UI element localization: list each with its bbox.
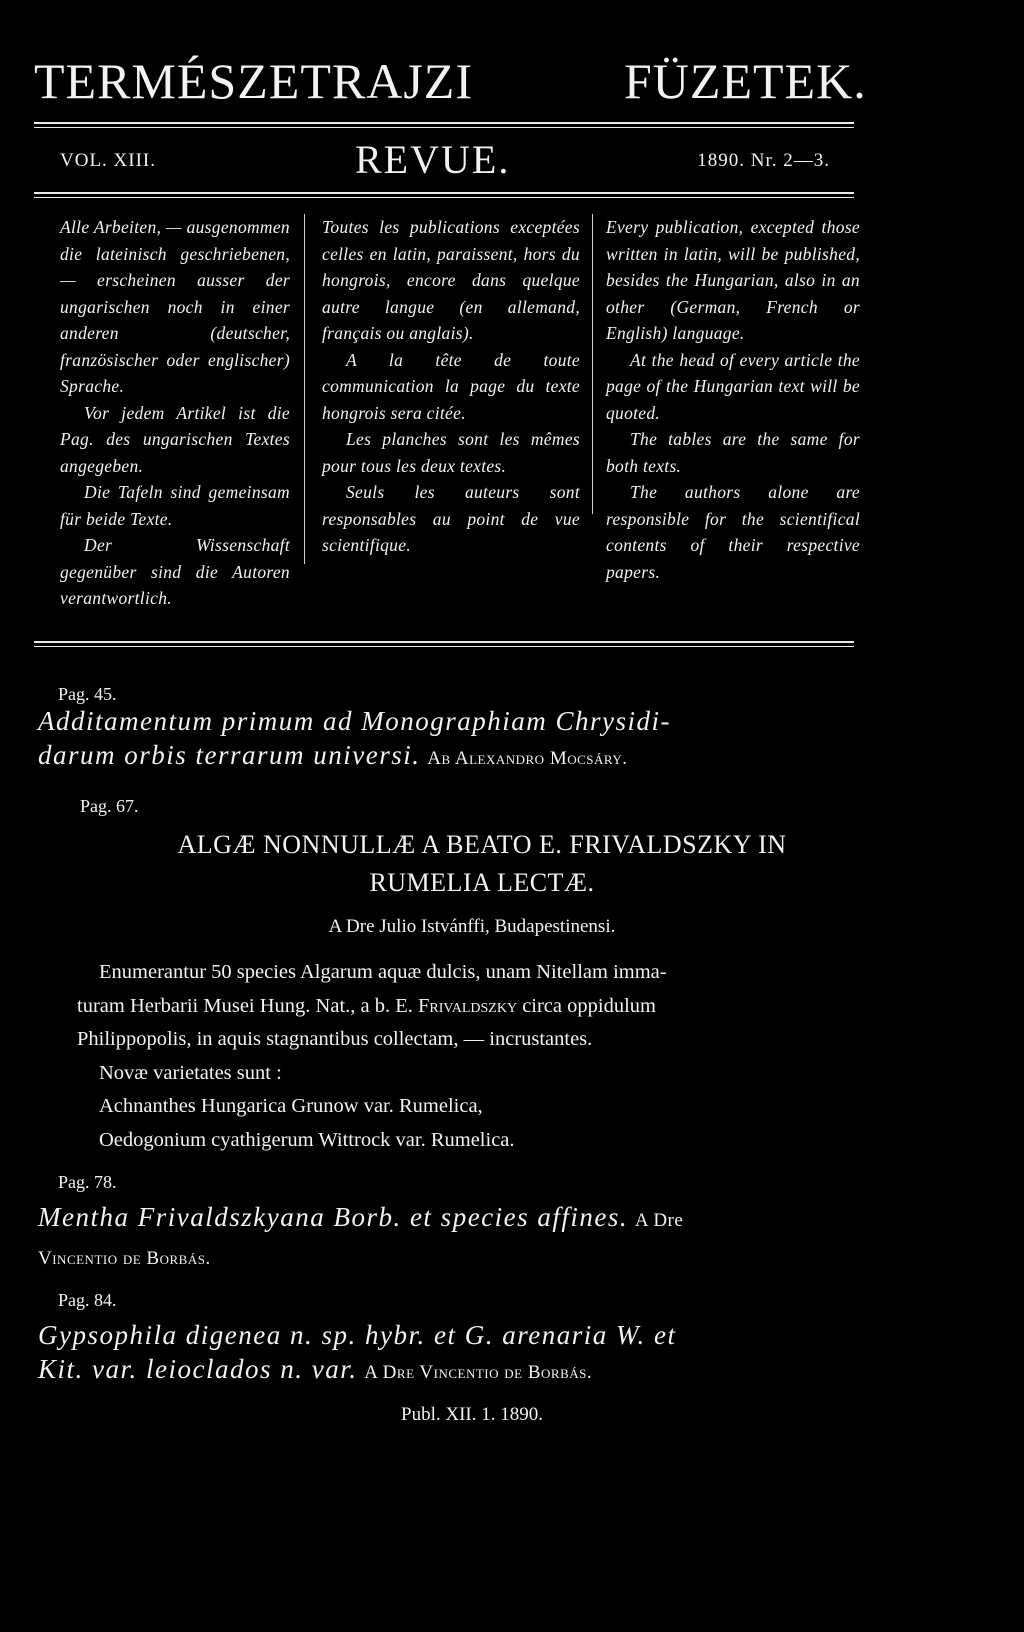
- entry-title: [38, 1200, 878, 1276]
- revue-rule-bottom: [34, 192, 854, 194]
- publication-footer: Publ. XII. 1. 1890.: [401, 1404, 543, 1425]
- french-paragraph: Seuls les auteurs sont responsables au point de vue scientifique.: [322, 482, 580, 555]
- entry-page-number: Pag. 67.: [80, 796, 139, 816]
- entry-title-line: Mentha Frivaldszkyana Borb. et species affines.: [38, 1202, 629, 1232]
- body-line: Achnanthes Hungarica Grunow var. Rumelica,: [99, 1095, 483, 1117]
- masthead-rule-top-thin: [34, 127, 854, 128]
- column-divider: [592, 214, 593, 514]
- body-line: Enumerantur 50 species Algarum aquæ dulcis, unam Nitellam imma-: [99, 961, 667, 983]
- entry-author: A Dre Vincentio de Borbás.: [364, 1362, 593, 1383]
- german-paragraph: Alle Arbeiten, — ausgenommen die lateinisch geschriebenen, — erscheinen ausser der ungarischen noch in einer anderen (deutscher, französischer oder englischer) Sprache.: [60, 217, 290, 396]
- masthead-title-right: FÜZETEK.: [624, 53, 867, 109]
- masthead-title: [34, 53, 874, 109]
- entry-heading-line: ALGÆ NONNULLÆ A BEATO E. FRIVALDSZKY IN: [177, 830, 787, 859]
- notice-column-english: [606, 214, 860, 585]
- masthead-title-left: TERMÉSZETRAJZI: [34, 53, 473, 109]
- body-text: circa oppidulum: [522, 994, 656, 1017]
- columns-rule-bottom: [34, 641, 854, 643]
- entry-body: [77, 956, 859, 1157]
- english-paragraph: The tables are the same for both texts.: [606, 429, 860, 476]
- body-line: Philippopolis, in aquis stagnantibus collectam, — incrustantes.: [77, 1028, 593, 1050]
- entry-title-line: darum orbis terrarum universi.: [38, 740, 421, 770]
- volume-label: VOL. XIII.: [60, 150, 157, 171]
- columns-rule-bottom-thin: [34, 646, 854, 647]
- notice-column-french: [322, 214, 580, 559]
- entry-author: Vincentio de Borbás.: [38, 1248, 211, 1269]
- notice-columns: [0, 214, 1024, 634]
- entry-heading-line: RUMELIA LECTÆ.: [369, 868, 595, 897]
- entry-author: A Dre: [634, 1210, 684, 1231]
- entry-author: A Dre Julio Istvánffi, Budapestinensi.: [328, 916, 616, 937]
- entry-author: Ab Alexandro Mocsáry.: [427, 748, 628, 769]
- body-line: Novæ varietates sunt :: [99, 1061, 282, 1084]
- entry-page-number: Pag. 78.: [58, 1172, 117, 1192]
- notice-column-german: [60, 214, 290, 612]
- masthead-rule-top: [34, 122, 854, 124]
- english-paragraph: Every publication, excepted those written in latin, will be published, besides the Hungarian, also in an other (German, French or English) language.: [606, 217, 860, 343]
- entry-title-line: Gypsophila digenea n. sp. hybr. et G. arenaria W. et: [38, 1320, 677, 1350]
- entry-title-line: Additamentum primum ad Monographiam Chrysidi-: [38, 706, 671, 736]
- german-paragraph: Vor jedem Artikel ist die Pag. des ungarischen Textes angegeben.: [60, 402, 290, 476]
- french-paragraph: A la tête de toute communication la page du texte hongrois sera citée.: [322, 349, 580, 423]
- french-paragraph: Les planches sont les mêmes pour tous les deux textes.: [322, 429, 580, 476]
- entry-title: [38, 1318, 878, 1390]
- year-number-label: 1890. Nr. 2—3.: [697, 150, 830, 171]
- body-line: Oedogonium cyathigerum Wittrock var. Rumelica.: [99, 1128, 515, 1151]
- column-divider: [304, 214, 305, 564]
- entry-page-number: Pag. 84.: [58, 1290, 117, 1310]
- english-paragraph: The authors alone are responsible for the scientifical contents of their respective papers.: [606, 482, 860, 582]
- german-paragraph: Die Tafeln sind gemeinsam für beide Texte.: [60, 482, 290, 529]
- english-paragraph: At the head of every article the page of the Hungarian text will be quoted.: [606, 349, 860, 423]
- body-text: Frivaldszky: [418, 994, 518, 1017]
- entry-heading: [0, 826, 994, 902]
- body-text: turam Herbarii Musei Hung. Nat., a b. E.: [77, 994, 413, 1017]
- german-paragraph: Der Wissenschaft gegenüber sind die Autoren verantwortlich.: [60, 535, 290, 608]
- french-paragraph: Toutes les publications exceptées celles en latin, paraissent, hors du hongrois, encore dans quelque autre langue (en allemand, français ou anglais).: [322, 217, 580, 343]
- entry-title-line: Kit. var. leioclados n. var.: [38, 1354, 358, 1384]
- entry-title: [38, 704, 878, 776]
- revue-row: [60, 137, 840, 182]
- body-line: [77, 990, 859, 1024]
- entry-page-number: Pag. 45.: [58, 684, 117, 704]
- revue-rule-bottom-thin: [34, 197, 854, 198]
- revue-heading: REVUE.: [355, 137, 511, 182]
